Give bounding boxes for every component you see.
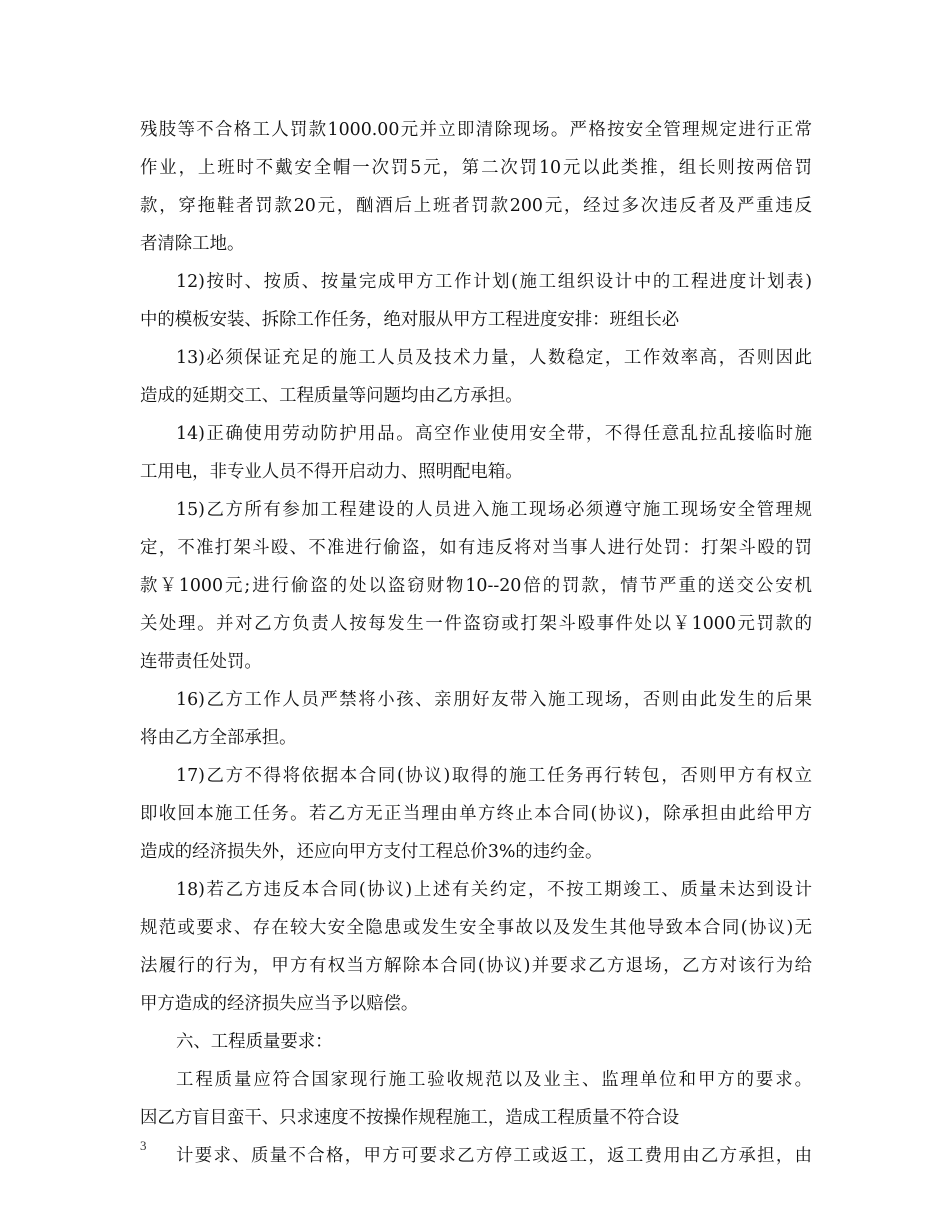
paragraph-line: 款￥1000元;进行偷盗的处以盗窃财物10--20倍的罚款，情节严重的送交公安机	[140, 576, 812, 596]
paragraph-line: 14)正确使用劳动防护用品。高空作业使用安全带，不得任意乱拉乱接临时施	[176, 424, 812, 444]
paragraph-line: 13)必须保证充足的施工人员及技术力量，人数稳定，工作效率高，否则因此	[176, 348, 812, 368]
paragraph-line: 将由乙方全部承担。	[140, 728, 297, 748]
paragraph-line: 16)乙方工作人员严禁将小孩、亲朋好友带入施工现场，否则由此发生的后果	[176, 690, 812, 710]
paragraph-line: 工用电，非专业人员不得开启动力、照明配电箱。	[140, 462, 523, 482]
paragraph-line: 作业，上班时不戴安全帽一次罚5元，第二次罚10元以此类推，组长则按两倍罚	[140, 158, 812, 178]
paragraph-line: 18)若乙方违反本合同(协议)上述有关约定，不按工期竣工、质量未达到设计	[176, 880, 812, 900]
paragraph-line: 工程质量应符合国家现行施工验收规范以及业主、监理单位和甲方的要求。	[176, 1070, 812, 1090]
paragraph-line: 连带责任处罚。	[140, 652, 262, 672]
paragraph-line: 17)乙方不得将依据本合同(协议)取得的施工任务再行转包，否则甲方有权立	[176, 766, 812, 786]
paragraph-line: 造成的延期交工、工程质量等问题均由乙方承担。	[140, 386, 523, 406]
paragraph-line: 规范或要求、存在较大安全隐患或发生安全事故以及发生其他导致本合同(协议)无	[140, 918, 812, 938]
paragraph-line: 定，不准打架斗殴、不准进行偷盗，如有违反将对当事人进行处罚：打架斗殴的罚	[140, 538, 812, 558]
page-number: 3	[140, 1138, 147, 1153]
paragraph-line: 12)按时、按质、按量完成甲方工作计划(施工组织设计中的工程进度计划表)	[176, 272, 812, 292]
paragraph-line: 款，穿拖鞋者罚款20元，酗酒后上班者罚款200元，经过多次违反者及严重违反	[140, 196, 812, 216]
paragraph-line: 造成的经济损失外，还应向甲方支付工程总价3%的违约金。	[140, 842, 603, 862]
paragraph-line: 法履行的行为，甲方有权当方解除本合同(协议)并要求乙方退场，乙方对该行为给	[140, 956, 812, 976]
section-heading: 六、工程质量要求：	[176, 1032, 333, 1052]
paragraph-line: 即收回本施工任务。若乙方无正当理由单方终止本合同(协议)，除承担由此给甲方	[140, 804, 812, 824]
paragraph-line: 中的模板安装、拆除工作任务，绝对服从甲方工程进度安排：班组长必	[140, 310, 680, 330]
paragraph-line: 关处理。并对乙方负责人按每发生一件盗窃或打架斗殴事件处以￥1000元罚款的	[140, 614, 812, 634]
paragraph-line: 因乙方盲目蛮干、只求速度不按操作规程施工，造成工程质量不符合设	[140, 1108, 680, 1128]
paragraph-line: 者清除工地。	[140, 234, 245, 254]
paragraph-line: 15)乙方所有参加工程建设的人员进入施工现场必须遵守施工现场安全管理规	[176, 500, 812, 520]
paragraph-line: 残肢等不合格工人罚款1000.00元并立即清除现场。严格按安全管理规定进行正常	[140, 120, 812, 140]
paragraph-line: 计要求、质量不合格，甲方可要求乙方停工或返工，返工费用由乙方承担，由	[176, 1146, 812, 1166]
paragraph-line: 甲方造成的经济损失应当予以赔偿。	[140, 994, 419, 1014]
